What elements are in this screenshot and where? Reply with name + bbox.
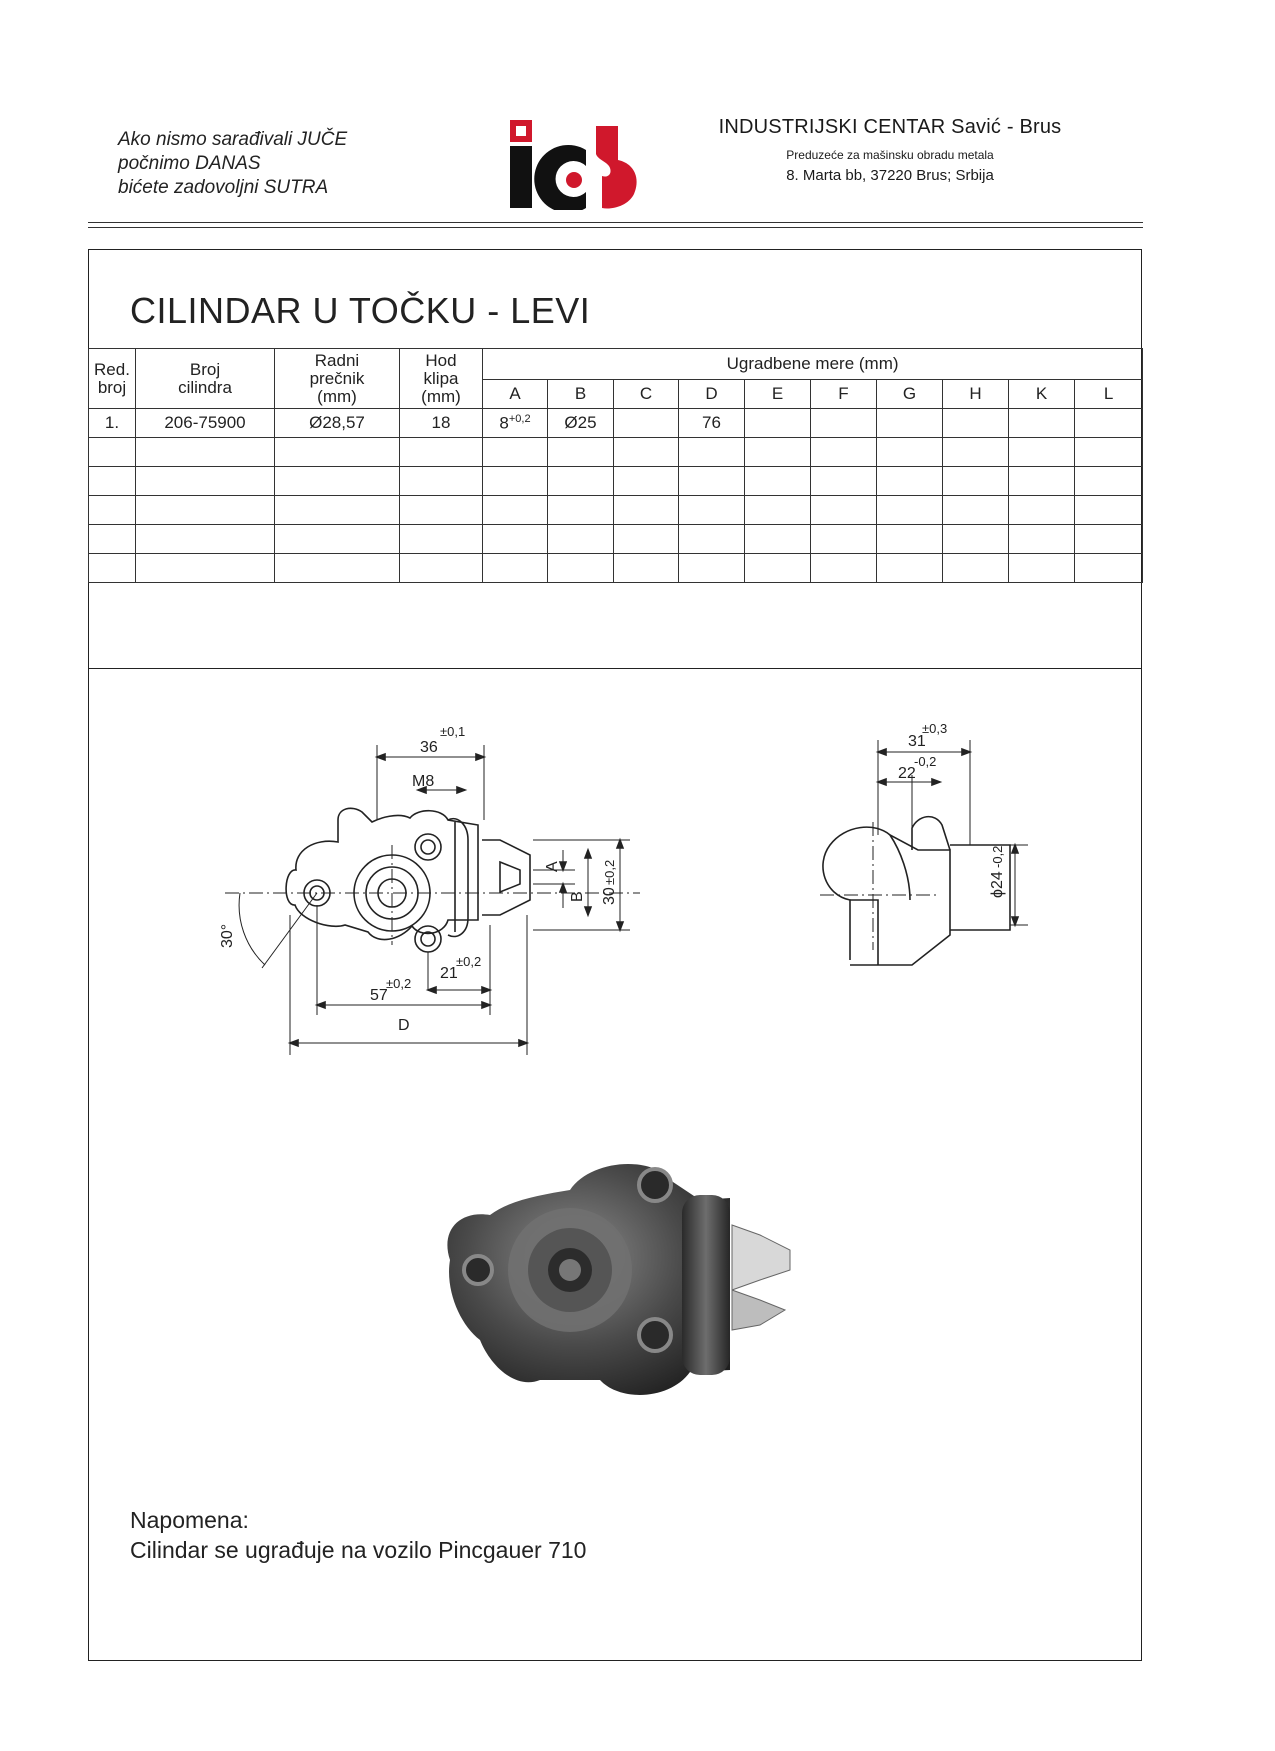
header-dim-e: E (745, 380, 811, 409)
cell-dim-b: Ø25 (548, 409, 614, 438)
svg-text:30: 30 (601, 887, 618, 905)
svg-text:ϕ24: ϕ24 (989, 871, 1006, 898)
cell-dim-l (1075, 409, 1143, 438)
svg-text:±0,2: ±0,2 (456, 954, 482, 969)
table-row-empty (89, 496, 1143, 525)
note-text: Cilindar se ugrađuje na vozilo Pincgauer 710 (130, 1537, 587, 1563)
section-divider (88, 668, 1142, 669)
ics-logo (508, 120, 638, 210)
svg-text:-0,2: -0,2 (914, 754, 937, 769)
cell-dim-k (1009, 409, 1075, 438)
cell-radni-precnik: Ø28,57 (275, 409, 400, 438)
table-row-empty (89, 438, 1143, 467)
header-dim-k: K (1009, 380, 1075, 409)
header-divider-thin (88, 227, 1143, 228)
page-title: CILINDAR U TOČKU - LEVI (130, 290, 591, 331)
company-description: Preduzeće za mašinsku obradu metala (786, 148, 994, 162)
table-row-empty (89, 525, 1143, 554)
cylinder-photo (420, 1140, 820, 1420)
svg-text:-0,2: -0,2 (990, 845, 1005, 868)
svg-text:22: 22 (898, 765, 916, 782)
svg-text:30°: 30° (219, 923, 236, 948)
header-dim-g: G (877, 380, 943, 409)
header-red-broj: Red. broj (89, 349, 136, 409)
svg-text:±0,2: ±0,2 (602, 859, 617, 885)
svg-text:21: 21 (440, 965, 458, 982)
svg-text:A: A (544, 861, 561, 872)
front-view-drawing (210, 725, 650, 1065)
company-name: INDUSTRIJSKI CENTAR Savić - Brus (718, 116, 1062, 138)
header-dim-c: C (614, 380, 679, 409)
spec-table (88, 348, 1143, 583)
slogan-line-2: počnimo DANAS (118, 153, 261, 174)
slogan (118, 128, 347, 200)
note-label: Napomena: (130, 1507, 249, 1533)
cell-hod-klipa: 18 (400, 409, 483, 438)
cell-red-broj: 1. (89, 409, 136, 438)
header-broj-cilindra: Broj cilindra (136, 349, 275, 409)
svg-text:31: 31 (908, 733, 926, 750)
cell-dim-h (943, 409, 1009, 438)
cell-dim-g (877, 409, 943, 438)
header-dim-b: B (548, 380, 614, 409)
cell-dim-c (614, 409, 679, 438)
svg-text:M8: M8 (412, 773, 435, 790)
svg-text:D: D (398, 1017, 410, 1034)
svg-text:±0,2: ±0,2 (386, 976, 412, 991)
header-ugradbene-mere: Ugradbene mere (mm) (483, 349, 1143, 380)
svg-text:57: 57 (370, 987, 388, 1004)
svg-text:B: B (569, 891, 586, 902)
side-view-drawing (810, 715, 1030, 975)
cell-dim-a: $8^{+0,2}$ (483, 409, 548, 438)
header-dim-h: H (943, 380, 1009, 409)
svg-text:±0,1: ±0,1 (440, 725, 466, 739)
header-dim-a: A (483, 380, 548, 409)
slogan-line-1: Ako nismo sarađivali JUČE (118, 129, 348, 150)
header-dim-f: F (811, 380, 877, 409)
header-radni-precnik: Radni prečnik (mm) (275, 349, 400, 409)
cell-broj-cilindra: 206-75900 (136, 409, 275, 438)
svg-text:36: 36 (420, 739, 438, 756)
note (130, 1505, 586, 1565)
header-hod-klipa: Hod klipa (mm) (400, 349, 483, 409)
cell-dim-e (745, 409, 811, 438)
table-row (89, 409, 1143, 438)
header-divider (88, 222, 1143, 223)
header-dim-l: L (1075, 380, 1143, 409)
cell-dim-d: 76 (679, 409, 745, 438)
slogan-line-3: bićete zadovoljni SUTRA (118, 177, 329, 198)
table-row-empty (89, 467, 1143, 496)
header-dim-d: D (679, 380, 745, 409)
svg-text:±0,3: ±0,3 (922, 721, 948, 736)
company-info (690, 116, 1090, 184)
company-address: 8. Marta bb, 37220 Brus; Srbija (786, 167, 994, 184)
table-row-empty (89, 554, 1143, 583)
cell-dim-f (811, 409, 877, 438)
